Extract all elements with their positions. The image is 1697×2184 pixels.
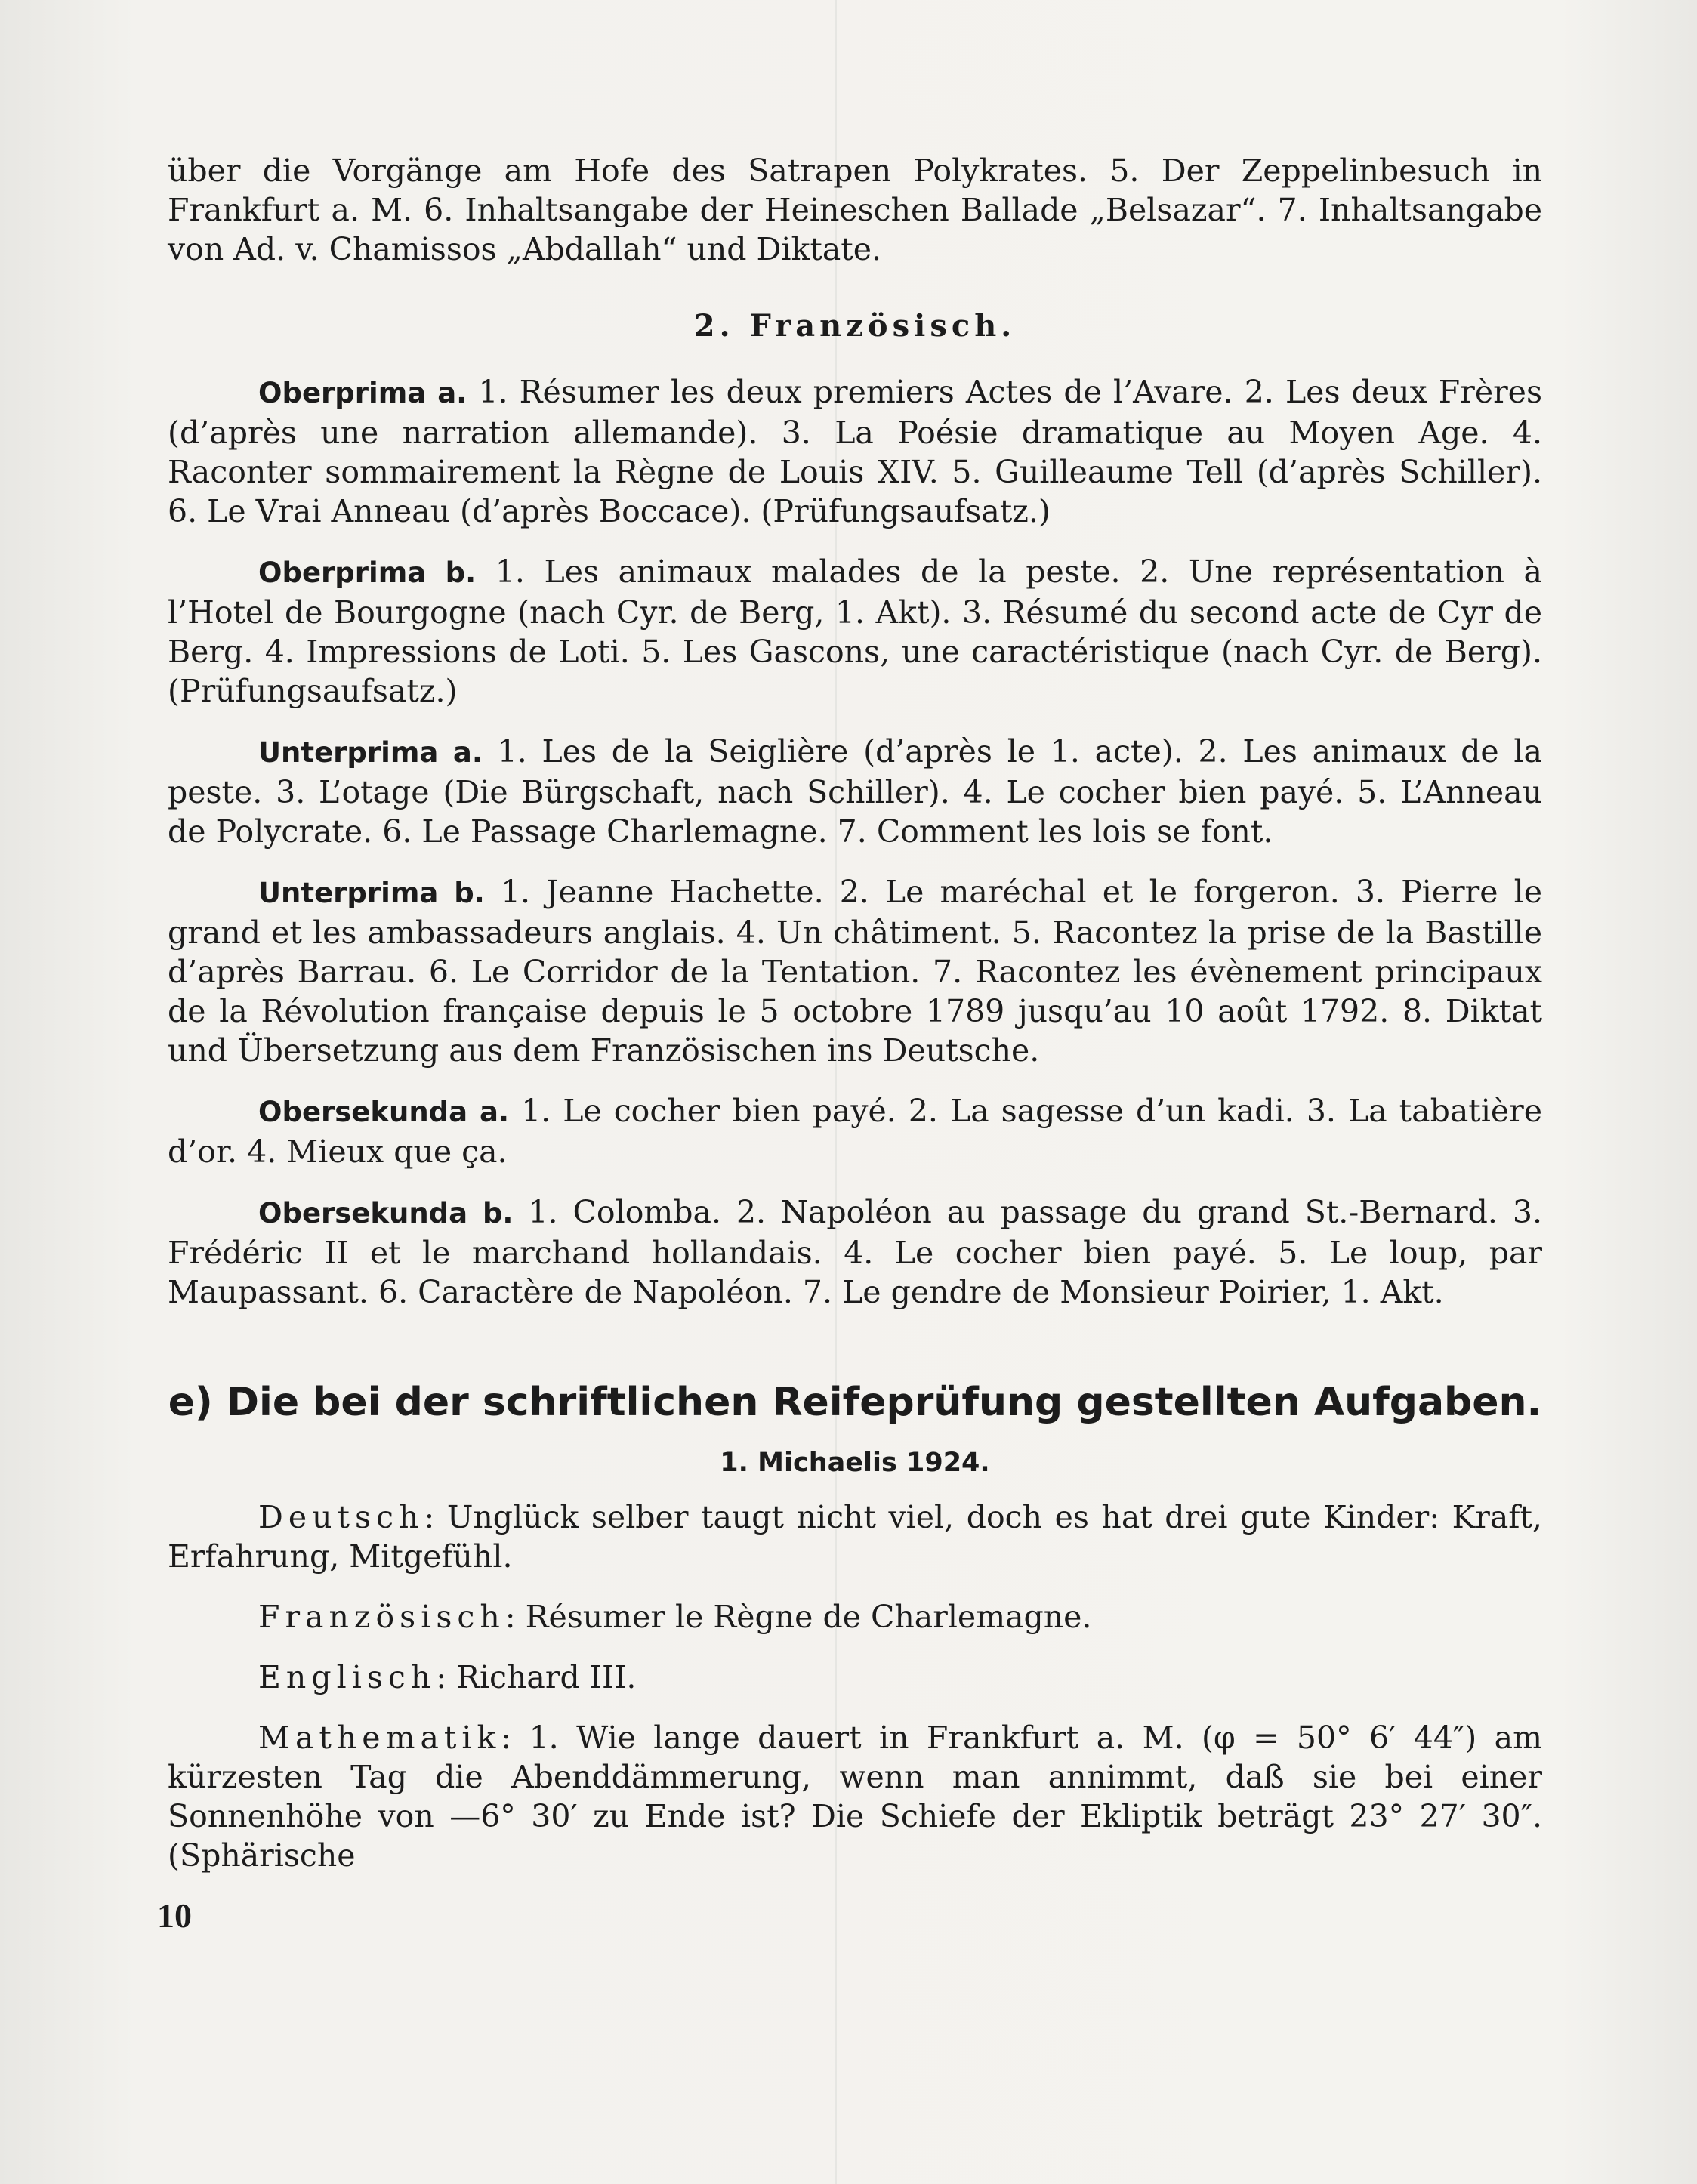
class-text: 1. Jeanne Hachette. 2. Le maréchal et le forgeron. 3. Pierre le grand et les ambassadeurs anglais. 4. Un châtiment. 5. Racontez la prise de la Bastille d’après Barrau. 6. Le Corridor de la Tentation. 7. Racontez les évènement principaux de la Révolution française depuis le 5 octobre 1789 jusqu’au 10 août 1792. 8. Diktat und Übersetzung aus dem Französischen ins Deutsche. — [168, 874, 1542, 1069]
class-label: Oberprima b. — [258, 557, 477, 589]
class-paragraph-obersekunda-a — [168, 1091, 1542, 1171]
french-heading: 2. Französisch. — [693, 308, 1017, 344]
class-label: Obersekunda b. — [258, 1197, 514, 1229]
class-text: 1. Les animaux malades de la peste. 2. Une représentation à l’Hotel de Bourgogne (nach Cyr. de Berg, 1. Akt). 3. Résumé du second acte de Cyr de Berg. 4. Impressions de Loti. 5. Les Gascons, une caractéristique (nach Cyr. de Berg). (Prüfungsaufsatz.) — [168, 554, 1543, 709]
class-text: 1. Les de la Seiglière (d’après le 1. acte). 2. Les animaux de la peste. 3. L’otage (Die Bürgschaft, nach Schiller). 4. Le cocher bien payé. 5. L’Anneau de Polycrate. 6. Le Passage Charlemagne. 7. Comment les lois se font. — [168, 733, 1542, 850]
exam-text: Richard III. — [456, 1659, 637, 1695]
exam-paragraph-deutsch: Deutsch: Unglück selber taugt nicht viel, doch es hat drei gute Kinder: Kraft, Erfahrung, Mitgefühl. — [168, 1499, 1542, 1575]
class-paragraph-oberprima-a — [168, 372, 1542, 531]
exam-paragraph-englisch: Englisch: Richard III. — [258, 1659, 637, 1695]
exam-paragraph-mathematik: Mathematik: 1. Wie lange dauert in Frankfurt a. M. (φ = 50° 6′ 44″) am kürzesten Tag die Abenddämmerung, wenn man annimmt, daß sie bei einer Sonnenhöhe von —6° 30′ zu Ende ist? Die Schiefe der Ekliptik beträgt 23° 27′ 30″. (Sphärische — [168, 1720, 1543, 1874]
exam-subject: Englisch — [258, 1659, 437, 1695]
page-number: 10 — [157, 1896, 192, 1935]
exam-text: 1. Wie lange dauert in Frankfurt a. M. (φ = 50° 6′ 44″) am kürzesten Tag die Abenddämmerung, wenn man annimmt, daß sie bei einer Sonnenhöhe von —6° 30′ zu Ende ist? Die Schiefe der Ekliptik beträgt 23° 27′ 30″. (Sphärische — [168, 1720, 1543, 1874]
class-text: 1. Résumer les deux premiers Actes de l’Avare. 2. Les deux Frères (d’après une narration allemande). 3. La Poésie dramatique au Moyen Age. 4. Raconter sommairement la Règne de Louis XIV. 5. Guilleaume Tell (d’après Schiller). 6. Le Vrai Anneau (d’après Boccace). (Prüfungsaufsatz.) — [168, 374, 1542, 529]
exam-subject: Französisch — [258, 1599, 505, 1635]
intro-paragraph: über die Vorgänge am Hofe des Satrapen Polykrates. 5. Der Zeppelinbesuch in Frankfurt a. M. 6. Inhaltsangabe der Heineschen Ballade „Belsazar“. 7. Inhaltsangabe von Ad. v. Chamissos „Abdallah“ und Diktate. — [168, 153, 1542, 267]
class-label: Unterprima b. — [258, 877, 485, 909]
class-paragraph-unterprima-a — [168, 732, 1542, 851]
exam-text: Résumer le Règne de Charlemagne. — [525, 1599, 1092, 1635]
class-label: Oberprima a. — [258, 377, 467, 409]
class-label: Unterprima a. — [258, 736, 483, 769]
exam-subject: Mathematik — [258, 1720, 501, 1756]
class-text: 1. Colomba. 2. Napoléon au passage du grand St.-Bernard. 3. Frédéric II et le marchand hollandais. 4. Le cocher bien payé. 5. Le loup, par Maupassant. 6. Caractère de Napoléon. 7. Le gendre de Monsieur Poirier, 1. Akt. — [168, 1194, 1542, 1310]
class-paragraph-oberprima-b — [168, 552, 1542, 711]
page-content — [168, 151, 1542, 1875]
exam-text: Unglück selber taugt nicht viel, doch es hat drei gute Kinder: Kraft, Erfahrung, Mitgefühl. — [168, 1499, 1542, 1575]
exam-subject: Deutsch — [258, 1499, 424, 1535]
class-paragraph-obersekunda-b — [168, 1192, 1542, 1312]
class-label: Obersekunda a. — [258, 1096, 510, 1128]
exam-paragraph-franzoesisch: Französisch: Résumer le Règne de Charlemagne. — [258, 1599, 1092, 1635]
section-e-title: e) Die bei der schriftlichen Reifeprüfung gestellten Aufgaben. — [168, 1380, 1542, 1425]
class-text: 1. Le cocher bien payé. 2. La sagesse d’un kadi. 3. La tabatière d’or. 4. Mieux que ça. — [168, 1093, 1542, 1170]
michaelis-heading: 1. Michaelis 1924. — [720, 1448, 990, 1478]
class-paragraph-unterprima-b — [168, 872, 1542, 1070]
